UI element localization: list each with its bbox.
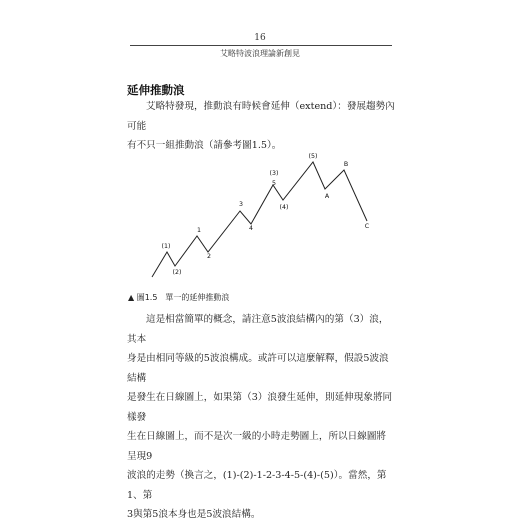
wave-label: 5 xyxy=(271,180,277,187)
paragraph-2 xyxy=(127,310,395,525)
wave-label: A xyxy=(324,193,330,200)
wave-label: (3) xyxy=(269,170,279,177)
wave-label: (4) xyxy=(279,204,289,211)
paragraph-2-line: 是發生在日線圖上，如果第（3）浪發生延伸，則延伸現象將同樣發 xyxy=(127,392,393,423)
figure-caption: ▲ 圖1.5 單一的延伸推動浪 xyxy=(128,293,230,302)
wave-label: (5) xyxy=(308,153,318,160)
paragraph-2-line: 生在日線圖上，而不是次一級的小時走勢圖上，所以日線圖將呈現9 xyxy=(127,431,387,462)
wave-path xyxy=(152,162,367,277)
wave-label: 2 xyxy=(206,253,212,260)
paragraph-2-line: 3與第5浪本身也是5波浪結構。 xyxy=(127,509,261,520)
wave-label: (2) xyxy=(172,269,182,276)
section-title: 延伸推動浪 xyxy=(127,83,185,97)
wave-label: 4 xyxy=(248,225,254,232)
paragraph-2-line: 波浪的走勢（換言之，(1)-(2)-1-2-3-4-5-(4)-(5)）。當然，第1、第 xyxy=(127,470,387,501)
wave-label: 1 xyxy=(196,227,202,234)
paragraph-2-line-text: 這是相當簡單的概念，請注意5波浪結構內的第（3）浪，其本 xyxy=(127,314,389,345)
wave-label: (1) xyxy=(161,243,171,250)
paragraph-2-line xyxy=(127,310,395,349)
wave-diagram xyxy=(120,145,395,290)
wave-label: B xyxy=(343,161,349,168)
page-header-title: 艾略特波浪理論新創見 xyxy=(220,49,300,58)
paragraph-2-line: 身是由相同等級的5波浪構成。或許可以這麼解釋，假設5波浪結構 xyxy=(127,353,389,384)
page-header-number: 16 xyxy=(254,33,266,43)
paragraph-1-line: 有不只一組推動浪（請參考圖1.5）。 xyxy=(127,140,282,151)
paragraph-1-line-text: 艾略特發現，推動浪有時候會延伸（extend）：發展趨勢內可能 xyxy=(127,101,395,132)
paragraph-1-line xyxy=(127,97,395,136)
wave-label: C xyxy=(364,223,370,230)
wave-label: 3 xyxy=(238,201,244,208)
header-rule xyxy=(130,45,392,46)
